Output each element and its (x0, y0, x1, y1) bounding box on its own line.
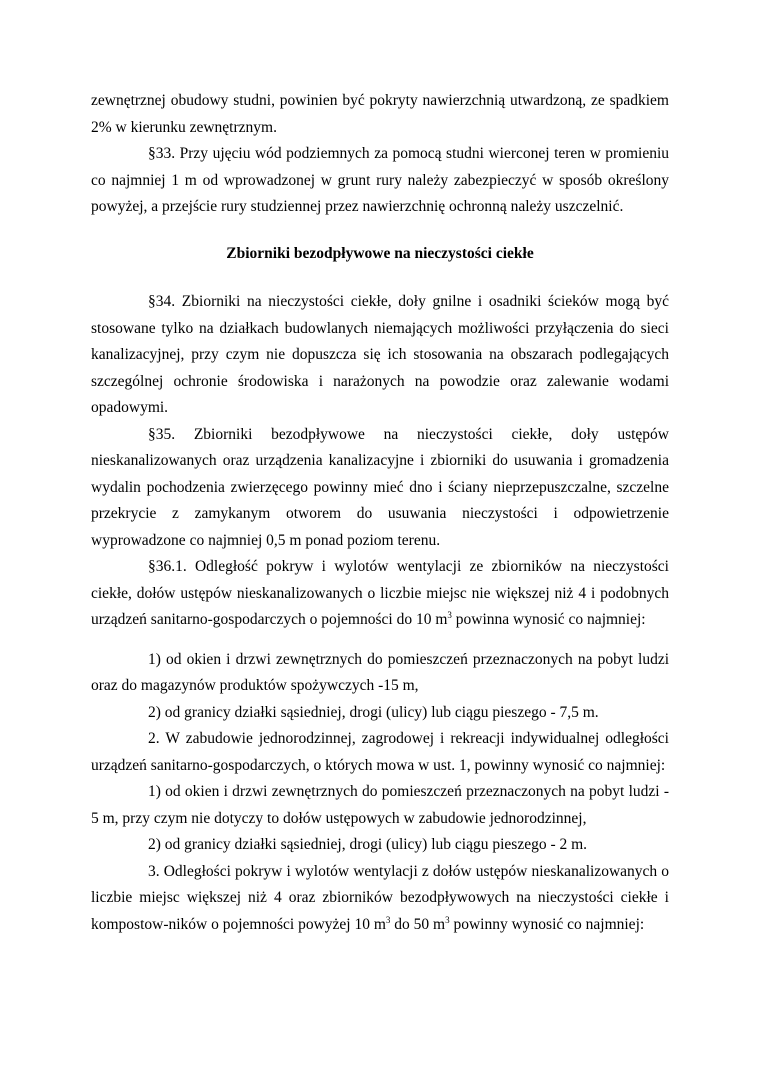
paragraph-36-1 (91, 554, 669, 634)
paragraph-36-3-text: 3. Odległości pokryw i wylotów wentylacji z dołów ustępów nieskanalizowanych o liczbie miejsc większej niż 4 oraz zbiorników bezodpływowych na nieczystości ciekłe i kompostow-ników o pojemności powyżej 10 m (91, 862, 669, 933)
paragraph-36-3-mid: do 50 m (390, 915, 446, 933)
list-item-1-1: 1) od okien i drzwi zewnętrznych do pomieszczeń przeznaczonych na pobyt ludzi oraz do magazynów produktów spożywczych -15 m, (91, 650, 669, 694)
paragraph-36-3-tail: powinny wynosić co najmniej: (449, 915, 645, 933)
list-item-2-1: 1) od okien i drzwi zewnętrznych do pomieszczeń przeznaczonych na pobyt ludzi - 5 m, przy czym nie dotyczy to dołów ustępowych w zabudowie jednorodzinnej, (91, 783, 669, 827)
paragraph-34: §34. Zbiorniki na nieczystości ciekłe, doły gnilne i osadniki ścieków mogą być stosowane tylko na działkach budowlanych niemających możliwości przyłączenia do sieci kanalizacyjnej, przy czym nie dopuszcza się ich stosowania na obszarach podlegających szczególnej ochronie środowiska i narażonych na powodzie oraz zalewanie wodami opadowymi. (91, 293, 669, 416)
paragraph-35: §35. Zbiorniki bezodpływowe na nieczystości ciekłe, doły ustępów nieskanalizowanych oraz urządzenia kanalizacyjne i zbiorniki do usuwania i gromadzenia wydalin pochodzenia zwierzęcego powinny mieć dno i ściany nieprzepuszczalne, szczelne przekrycie z zamykanym otworem do usuwania nieczystości i odpowietrzenie wyprowadzone co najmniej 0,5 m ponad poziom terenu. (91, 425, 669, 549)
superscript: 3 (445, 914, 450, 925)
paragraph-36-3 (91, 859, 669, 939)
paragraph-continuation: zewnętrznej obudowy studni, powinien być pokryty nawierzchnią utwardzoną, ze spadkiem 2% w kierunku zewnętrznym. (91, 92, 669, 136)
list-item-2-2: 2) od granicy działki sąsiedniej, drogi (ulicy) lub ciągu pieszego - 2 m. (148, 836, 588, 853)
section-heading: Zbiorniki bezodpływowe na nieczystości ciekłe (226, 244, 534, 262)
paragraph-33: §33. Przy ujęciu wód podziemnych za pomocą studni wierconej teren w promieniu co najmniej 1 m od wprowadzonej w grunt rury należy zabezpieczyć w sposób określony powyżej, a przejście rury studziennej przez nawierzchnię ochronną należy uszczelnić. (91, 145, 669, 215)
superscript: 3 (447, 610, 452, 620)
document-page (91, 88, 669, 938)
paragraph-36-1-text: §36.1. Odległość pokryw i wylotów wentylacji ze zbiorników na nieczystości ciekłe, dołów ustępów nieskanalizowanych o liczbie miejsc nie większej niż 4 i podobnych urządzeń sanitarno-gospodarczych o pojemności do 10 m (91, 558, 669, 628)
paragraph-36-1-tail: powinna wynosić co najmniej: (451, 611, 646, 628)
paragraph-36-2: 2. W zabudowie jednorodzinnej, zagrodowej i rekreacji indywidualnej odległości urządzeń sanitarno-gospodarczych, o których mowa w ust. 1, powinny wynosić co najmniej: (91, 730, 669, 774)
list-item-1-2: 2) od granicy działki sąsiedniej, drogi (ulicy) lub ciągu pieszego - 7,5 m. (148, 703, 599, 721)
superscript: 3 (385, 914, 391, 925)
